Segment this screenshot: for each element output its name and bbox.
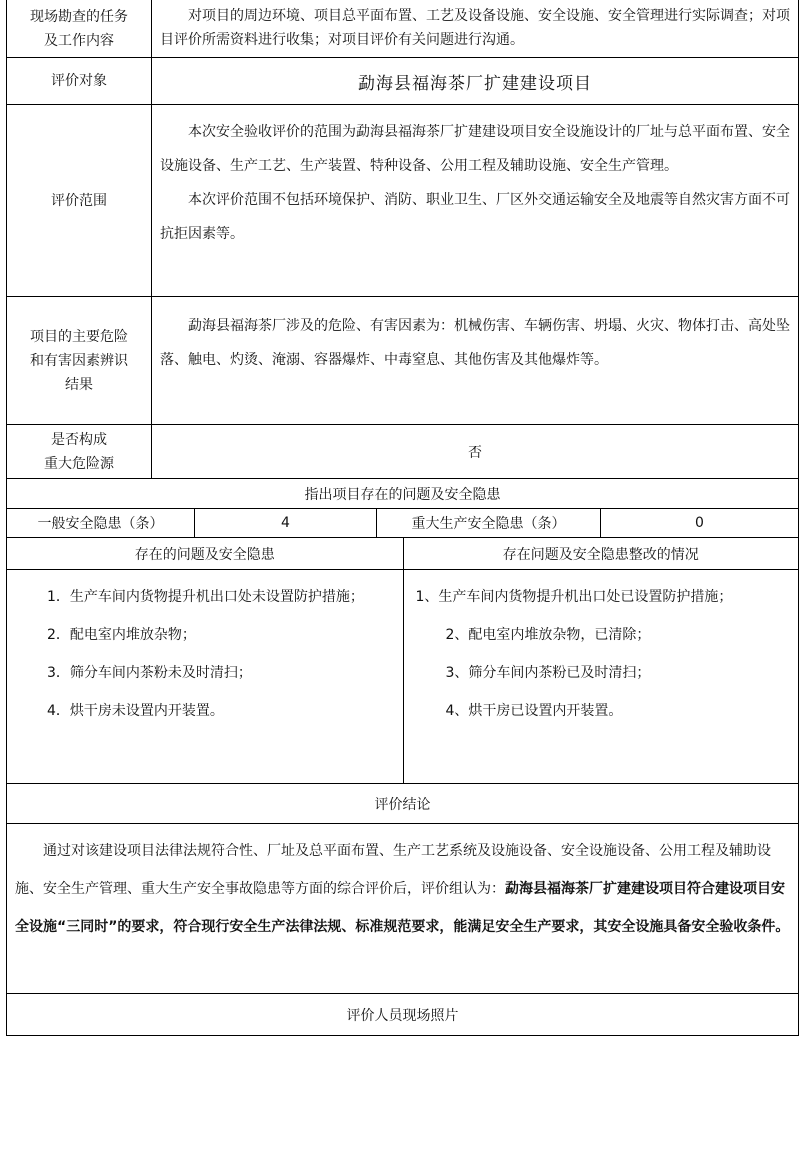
hazards-label-line-3: 结果 xyxy=(65,376,93,393)
hazards-label-line-2: 和有害因素辨识 xyxy=(30,352,128,369)
fixes-column-header: 存在问题及安全隐患整改的情况 xyxy=(403,538,799,569)
scope-paragraph-1: 本次安全验收评价的范围为勐海县福海茶厂扩建建设项目安全设施设计的厂址与总平面布置、安全设施设备、生产工艺、生产装置、特种设备、公用工程及辅助设施、安全生产管理。 xyxy=(160,124,790,174)
problem-item-3: 3．筛分车间内茶粉未及时清扫； xyxy=(47,665,252,681)
conclusion-header: 评价结论 xyxy=(374,796,431,813)
conclusion-bold-text: 勐海县福海茶厂扩建建设项目符合建设项目安全设施“三同时”的要求，符合现行安全生产法律法规、标准规范要求，能满足安全生产要求，其安全设施具备安全验收条件。 xyxy=(15,881,790,935)
issues-header: 指出项目存在的问题及安全隐患 xyxy=(304,486,501,503)
major-hazard-value: 否 xyxy=(468,444,482,461)
general-issue-label: 一般安全隐患（条） xyxy=(7,509,195,537)
fix-item-4: 4、烘干房已设置内开装置。 xyxy=(445,703,623,719)
fixes-list xyxy=(403,570,799,783)
scope-row xyxy=(7,104,798,296)
conclusion-normal-text: 通过对该建设项目法律法规符合性、厂址及总平面布置、生产工艺系统及设施设备、安全设施设备、公用工程及辅助设施、安全生产管理、重大生产安全事故隐患等方面的综合评价后，评价组认为： xyxy=(15,843,771,897)
major-hazard-label-line-2: 重大危险源 xyxy=(44,455,114,472)
major-hazard-label xyxy=(7,425,152,478)
fix-item-2: 2、配电室内堆放杂物，已清除； xyxy=(445,627,651,643)
general-issue-count: 4 xyxy=(195,509,377,537)
object-row xyxy=(7,57,798,104)
evaluation-table xyxy=(6,0,799,1036)
problems-column-header: 存在的问题及安全隐患 xyxy=(134,546,275,563)
fix-item-1: 1、生产车间内货物提升机出口处已设置防护措施； xyxy=(415,589,733,605)
survey-text: 对项目的周边环境、项目总平面布置、工艺及设备设施、安全设施、安全管理进行实际调查；对项目评价所需资料进行收集；对项目评价有关问题进行沟通。 xyxy=(160,8,790,48)
major-issue-label: 重大生产安全隐患（条） xyxy=(377,509,601,537)
issue-count-row xyxy=(7,508,798,537)
hazards-label-line-1: 项目的主要危险 xyxy=(30,328,128,345)
major-hazard-row xyxy=(7,424,798,478)
fix-item-3: 3、筛分车间内茶粉已及时清扫； xyxy=(445,665,651,681)
photos-header-row xyxy=(7,993,798,1035)
survey-label xyxy=(7,0,152,57)
issue-lists-row xyxy=(7,569,798,783)
scope-content xyxy=(152,105,798,296)
issues-header-row xyxy=(7,478,798,508)
problem-item-2: 2．配电室内堆放杂物； xyxy=(47,627,196,643)
survey-row xyxy=(7,0,798,57)
hazards-row xyxy=(7,296,798,424)
hazards-text: 勐海县福海茶厂涉及的危险、有害因素为：机械伤害、车辆伤害、坍塌、火灾、物体打击、高处坠落、触电、灼烫、淹溺、容器爆炸、中毒窒息、其他伤害及其他爆炸等。 xyxy=(160,318,790,368)
hazards-content xyxy=(152,297,798,424)
conclusion-body-row xyxy=(7,823,798,993)
hazards-label xyxy=(7,297,152,424)
problem-item-1: 1．生产车间内货物提升机出口处未设置防护措施； xyxy=(47,589,364,605)
object-label: 评价对象 xyxy=(7,58,152,104)
major-issue-count: 0 xyxy=(695,515,704,531)
object-value: 勐海县福海茶厂扩建建设项目 xyxy=(358,73,592,94)
survey-label-line-1: 现场勘查的任务 xyxy=(30,8,128,25)
major-hazard-label-line-1: 是否构成 xyxy=(51,431,107,448)
problem-item-4: 4．烘干房未设置内开装置。 xyxy=(47,703,224,719)
problems-list xyxy=(7,570,403,783)
photos-header: 评价人员现场照片 xyxy=(346,1007,459,1024)
issue-columns-header-row xyxy=(7,537,798,569)
scope-label: 评价范围 xyxy=(7,105,152,296)
survey-label-line-2: 及工作内容 xyxy=(44,32,114,49)
conclusion-body xyxy=(7,824,798,993)
conclusion-header-row xyxy=(7,783,798,823)
scope-paragraph-2: 本次评价范围不包括环境保护、消防、职业卫生、厂区外交通运输安全及地震等自然灾害方面不可抗拒因素等。 xyxy=(160,192,790,242)
